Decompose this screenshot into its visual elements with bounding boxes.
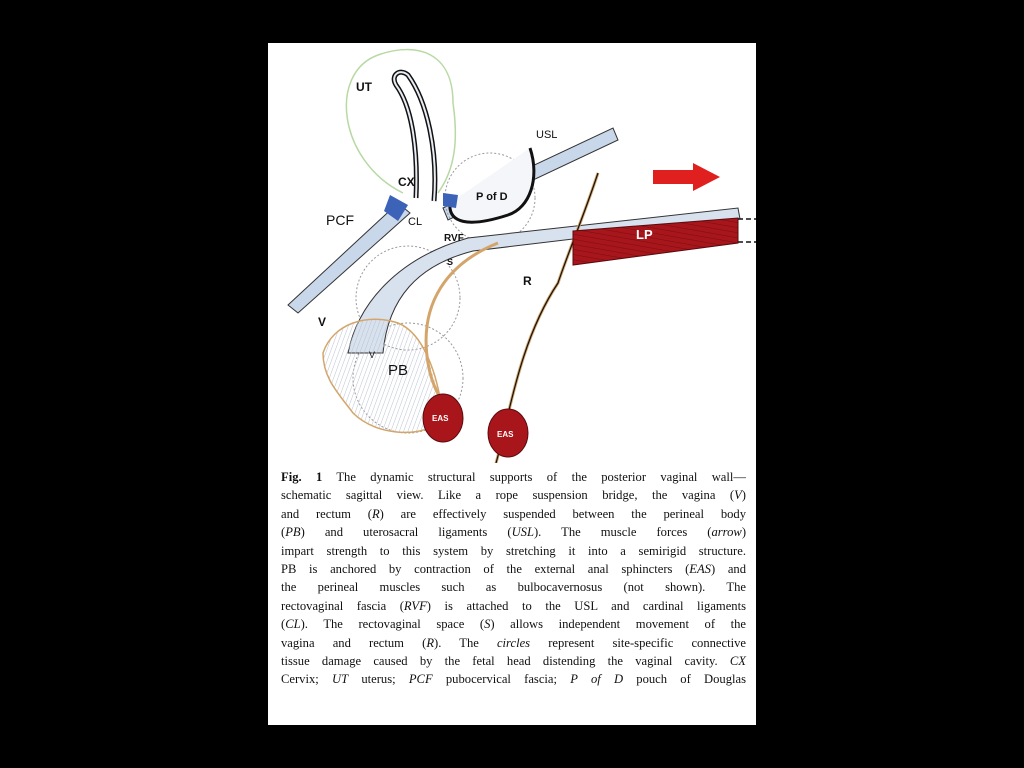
caption-segment: R (371, 506, 380, 521)
caption-segment: ) and uterosacral ligaments ( (300, 525, 512, 540)
caption-segment: Fig. 1 (281, 470, 323, 484)
caption-segment: vagina and rectum ( (281, 635, 427, 650)
caption-line (281, 468, 746, 486)
label-eas-left: EAS (432, 414, 449, 423)
caption-segment: PB is anchored by contraction of the external anal sphincters ( (281, 562, 690, 577)
caption-segment: R (426, 635, 435, 650)
slide-page (268, 43, 756, 725)
label-eas-right: EAS (497, 430, 514, 439)
caption-segment: USL (511, 525, 534, 540)
caption-segment: EAS (689, 562, 711, 577)
figure-caption (281, 468, 746, 689)
caption-segment: the perineal muscles such as bulbocavernosus (not shown). The (281, 580, 746, 595)
caption-line (281, 542, 746, 560)
caption-segment: Cervix; (281, 672, 333, 687)
label-pcf: PCF (326, 212, 354, 228)
caption-segment: impart strength to this system by stretching it into a semirigid structure. (281, 543, 746, 558)
label-r: R (523, 274, 532, 288)
label-v-lower: V (369, 350, 376, 360)
caption-segment: ) (741, 488, 746, 503)
caption-segment: ) allows independent movement of the (490, 617, 746, 632)
caption-segment: P of D (570, 672, 624, 687)
caption-segment: uterus; (348, 672, 409, 687)
caption-segment: arrow (711, 525, 742, 540)
caption-segment: ) (741, 525, 747, 540)
caption-segment: PB (285, 525, 301, 540)
caption-line (281, 560, 746, 578)
caption-line (281, 578, 746, 596)
caption-segment: ) are effectively suspended between the perineal body (379, 506, 747, 521)
caption-segment: circles (496, 635, 531, 650)
caption-segment: ( (281, 617, 286, 632)
label-v-upper: V (318, 315, 327, 329)
label-rvf-right: RVF (630, 202, 652, 214)
label-rvf-left: RVF (444, 233, 464, 244)
caption-line (281, 486, 746, 504)
caption-line (281, 670, 746, 688)
caption-segment: rectovaginal fascia ( (281, 598, 404, 613)
caption-line (281, 652, 746, 670)
label-ut: UT (356, 80, 372, 94)
caption-segment: ( (281, 525, 286, 540)
caption-segment: pubocervical fascia; (432, 672, 571, 687)
label-p-of-d: P of D (476, 191, 508, 203)
caption-line (281, 505, 746, 523)
label-pb: PB (388, 362, 409, 379)
caption-segment: ). The rectovaginal space ( (300, 617, 485, 632)
caption-line (281, 597, 746, 615)
caption-line (281, 523, 746, 541)
caption-segment: ). The muscle forces ( (533, 525, 712, 540)
muscle-force-arrow (653, 163, 720, 191)
caption-segment: V (734, 488, 742, 503)
caption-segment: RVF (403, 598, 427, 613)
label-usl: USL (536, 129, 558, 141)
caption-segment: S (484, 617, 491, 632)
caption-line (281, 615, 746, 633)
label-lp: LP (636, 227, 653, 242)
pelvic-support-diagram (268, 43, 756, 463)
caption-segment: ). The (434, 635, 497, 650)
caption-segment: UT (332, 672, 349, 687)
caption-segment: represent site-specific connective (530, 635, 747, 650)
caption-segment: ) is attached to the USL and cardinal ligaments (426, 598, 746, 613)
caption-segment: PCF (408, 672, 433, 687)
caption-segment: and rectum ( (281, 506, 372, 521)
caption-segment: pouch of Douglas (623, 672, 746, 687)
label-s: S (447, 257, 454, 267)
label-cx: CX (398, 175, 415, 189)
caption-segment: schematic sagittal view. Like a rope suspension bridge, the vagina ( (281, 488, 735, 503)
caption-segment: ) and (710, 562, 747, 577)
caption-segment: CL (285, 617, 301, 632)
caption-segment: The dynamic structural supports of the posterior vaginal wall— (322, 470, 746, 484)
caption-segment: CX (729, 654, 746, 669)
caption-line (281, 634, 746, 652)
caption-segment: tissue damage caused by the fetal head distending the vaginal cavity. (281, 654, 730, 669)
label-cl: CL (408, 216, 423, 228)
pouch-of-douglas (450, 148, 534, 222)
